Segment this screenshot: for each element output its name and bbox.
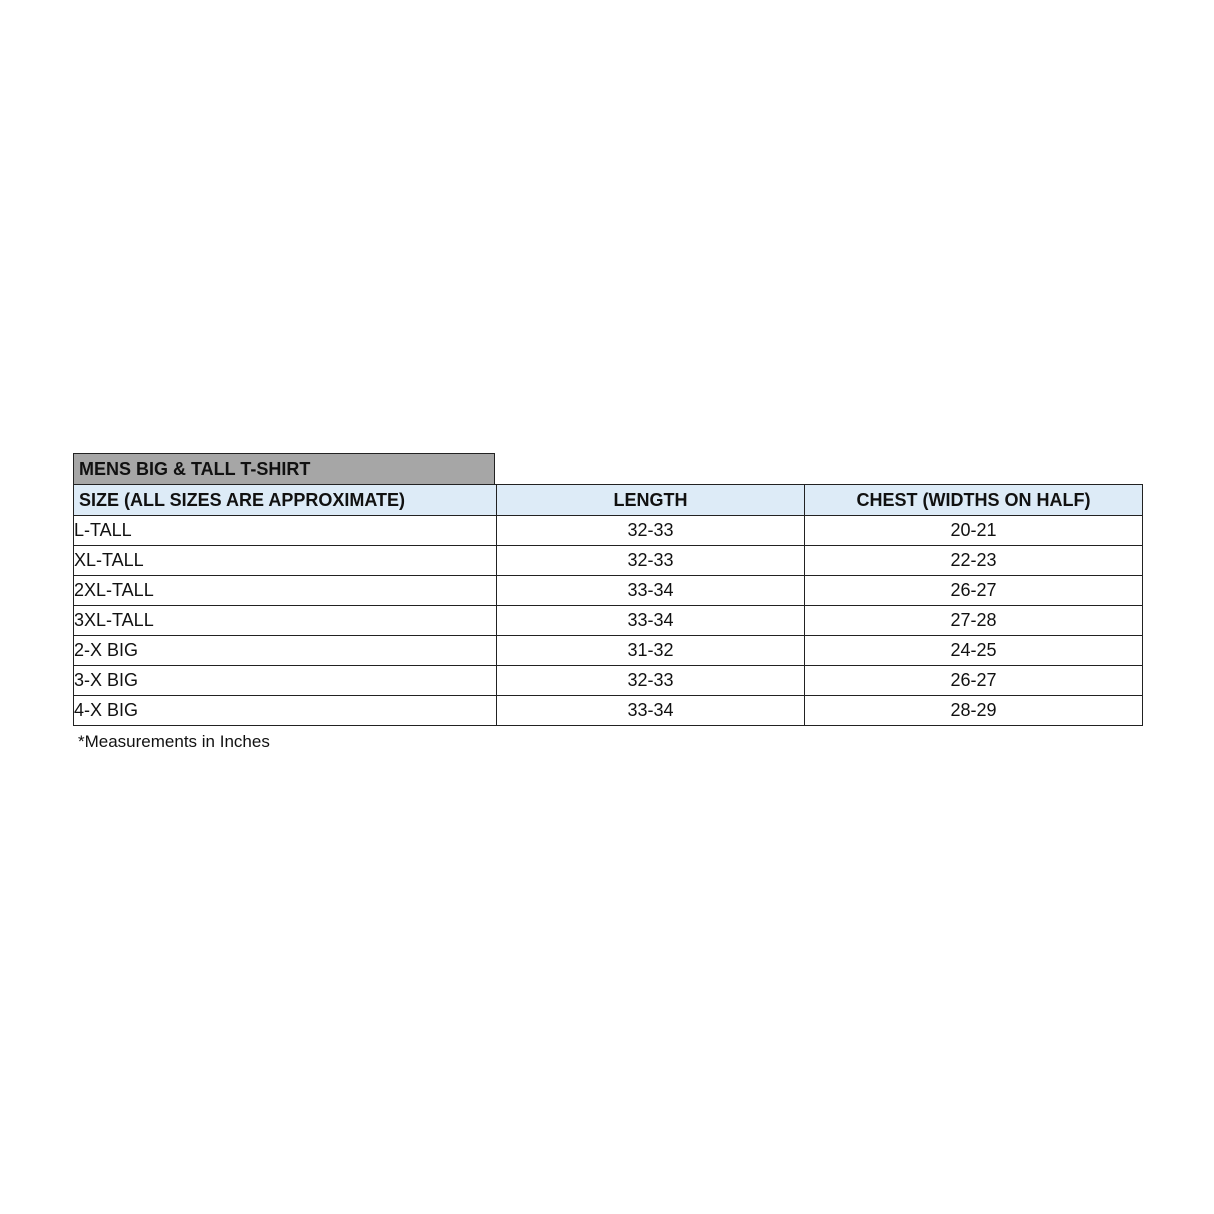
row-size: L-TALL <box>74 516 497 546</box>
row-chest: 27-28 <box>805 606 1143 636</box>
row-size: 3-X BIG <box>74 666 497 696</box>
row-chest: 24-25 <box>805 636 1143 666</box>
header-size: SIZE (ALL SIZES ARE APPROXIMATE) <box>74 485 497 516</box>
table-row <box>74 636 1143 666</box>
table-row <box>74 666 1143 696</box>
row-chest: 20-21 <box>805 516 1143 546</box>
row-size: 3XL-TALL <box>74 606 497 636</box>
table-row <box>74 606 1143 636</box>
row-chest: 26-27 <box>805 666 1143 696</box>
row-size: 2XL-TALL <box>74 576 497 606</box>
size-table <box>73 484 1143 726</box>
row-length: 32-33 <box>497 516 805 546</box>
row-size: 2-X BIG <box>74 636 497 666</box>
table-row <box>74 696 1143 726</box>
header-chest: CHEST (WIDTHS ON HALF) <box>805 485 1143 516</box>
chart-title: MENS BIG & TALL T-SHIRT <box>73 453 495 484</box>
row-chest: 26-27 <box>805 576 1143 606</box>
row-size: XL-TALL <box>74 546 497 576</box>
header-length: LENGTH <box>497 485 805 516</box>
size-chart <box>73 453 1142 752</box>
table-row <box>74 576 1143 606</box>
row-chest: 22-23 <box>805 546 1143 576</box>
row-chest: 28-29 <box>805 696 1143 726</box>
row-length: 33-34 <box>497 606 805 636</box>
row-length: 33-34 <box>497 696 805 726</box>
table-header-row <box>74 485 1143 516</box>
table-row <box>74 516 1143 546</box>
row-size: 4-X BIG <box>74 696 497 726</box>
row-length: 31-32 <box>497 636 805 666</box>
row-length: 33-34 <box>497 576 805 606</box>
table-row <box>74 546 1143 576</box>
row-length: 32-33 <box>497 546 805 576</box>
row-length: 32-33 <box>497 666 805 696</box>
footnote: *Measurements in Inches <box>78 732 270 751</box>
